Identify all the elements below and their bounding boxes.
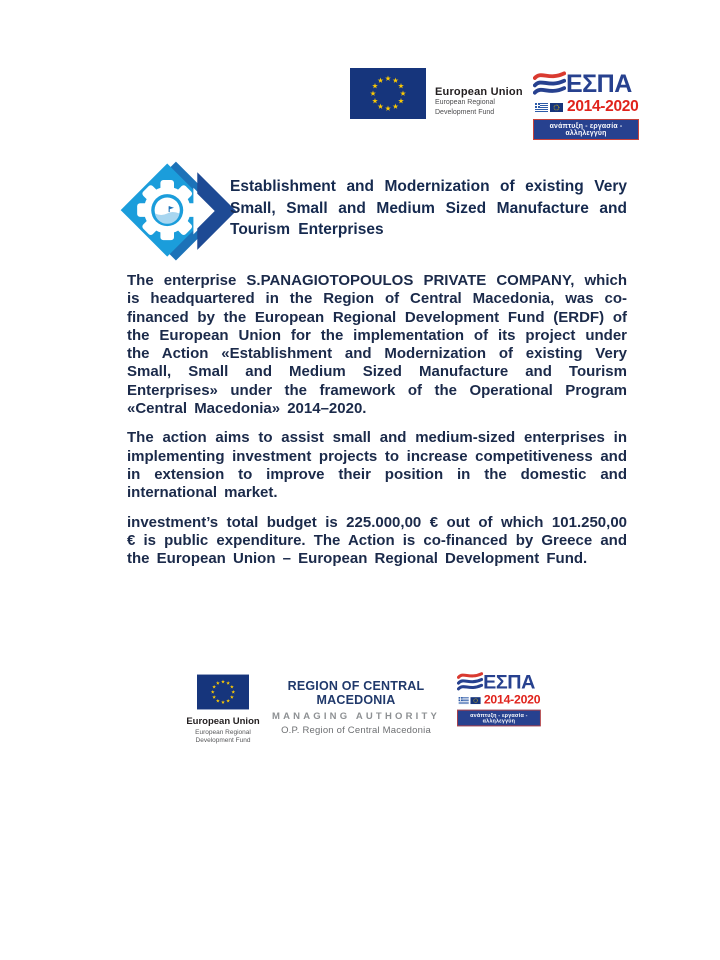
espa-title-row	[533, 70, 639, 97]
espa-tagline-banner: ανάπτυξη - εργασία - αλληλεγγύη	[533, 119, 639, 140]
espa-logo-bottom	[457, 671, 541, 726]
eu-logo-block-bottom	[186, 671, 260, 745]
eu-logo-block-top	[350, 68, 523, 119]
espa-period-row	[535, 98, 639, 116]
body-text	[127, 272, 627, 579]
paragraph-action-aims: The action aims to assist small and medium-sized enterprises in implementing investment projects to increase competitiveness and in extension to improve their position in the domestic and international market.	[127, 429, 627, 502]
espa-waves-icon	[533, 70, 566, 97]
eu-logo-caption	[435, 86, 523, 119]
document-title: Establishment and Modernization of existing Very Small, Small and Medium Sized Manufacture and Tourism Enterprises	[230, 178, 627, 238]
eu-flag-icon	[197, 671, 249, 713]
espa-period-row	[459, 693, 541, 707]
paragraph-enterprise: The enterprise S.PANAGIOTOPOULOS PRIVATE COMPANY, which is headquartered in the Region of Central Macedonia, was co-financed by the European Regional Development Fund (ERDF) of the European Union for the implementation of its project under the Action «Establishment and Modernization of existing Very Small, Small and Medium Sized Manufacture and Tourism Enterprises» under the framework of the Operational Program «Central Macedonia» 2014–2020.	[127, 272, 627, 418]
paragraph-budget: investment’s total budget is 225.000,00 € out of which 101.250,00 € is public expenditure. The Action is co-financed by Greece and the European Union – European Regional Development Fund.	[127, 513, 627, 568]
op-region-label: O.P. Region of Central Macedonia	[281, 725, 431, 736]
region-title: REGION OF CENTRAL MACEDONIA	[287, 679, 425, 707]
region-managing-authority-block	[250, 679, 462, 736]
eu-mini-flag-icon	[470, 697, 480, 704]
eu-name-label: European Union	[435, 86, 523, 98]
eu-name-label: European Union	[186, 716, 260, 727]
espa-logo-top	[533, 70, 639, 140]
eu-mini-flag-icon	[550, 103, 563, 112]
espa-tagline-banner: ανάπτυξη - εργασία - αλληλεγγύη	[457, 710, 541, 726]
eu-fund-line2: Development Fund	[435, 108, 495, 116]
eu-flag-icon	[350, 68, 426, 119]
eu-fund-line1: European Regional	[435, 99, 495, 106]
gear-diamond-logo-icon	[110, 158, 238, 268]
espa-title: ΕΣΠΑ	[483, 670, 536, 693]
greek-flag-icon	[535, 103, 548, 112]
espa-period: 2014-2020	[567, 98, 639, 115]
espa-period: 2014-2020	[483, 693, 541, 707]
eu-fund-line1: European Regional	[195, 729, 251, 736]
espa-waves-icon	[457, 671, 483, 692]
espa-title-row	[457, 671, 541, 692]
managing-authority-label: MANAGING AUTHORITY	[271, 711, 441, 722]
greek-flag-icon	[459, 697, 469, 704]
espa-title: ΕΣΠΑ	[566, 69, 632, 98]
eu-fund-line2: Development Fund	[195, 737, 251, 744]
